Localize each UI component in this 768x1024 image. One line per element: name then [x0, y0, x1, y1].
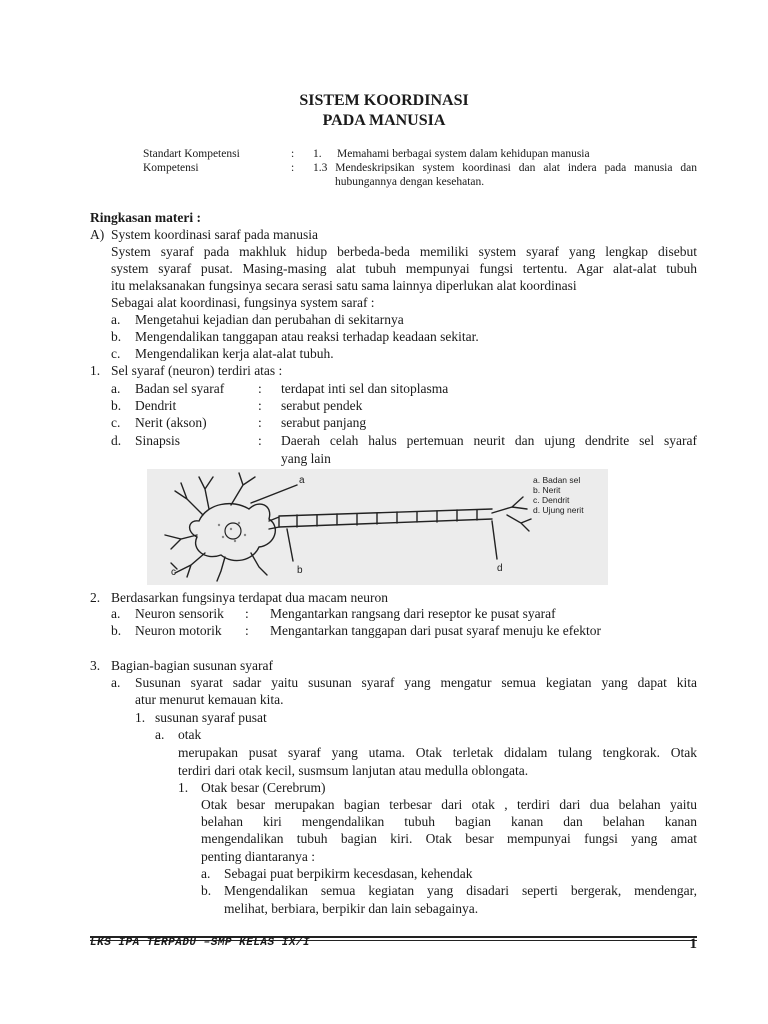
subsection-title: Otak besar (Cerebrum) — [201, 780, 326, 795]
paragraph-line: system syaraf pusat. Masing-masing alat tubuh mempunyai fungsi tertentu. Agar alat-alat tubuh — [111, 261, 697, 276]
section-1-marker: 1. — [90, 363, 101, 378]
legend-item: d. Ujung nerit — [533, 505, 584, 515]
list-marker: b. — [201, 883, 212, 898]
term-desc: terdapat inti sel dan sitoplasma — [281, 381, 449, 396]
footer-text: LKS IPA TERPADU –SMP KELAS IX/I — [90, 937, 311, 949]
paragraph-line: penting diantaranya : — [201, 849, 315, 864]
list-item: Mengetahui kejadian dan perubahan di sekitarnya — [135, 312, 404, 327]
subsection-title: susunan syaraf pusat — [155, 710, 267, 725]
list-item: Mengendalikan tanggapan atau reaksi terhadap keadaan sekitar. — [135, 329, 479, 344]
sk-text: Memahami berbagai system dalam kehidupan manusia — [337, 148, 590, 160]
page-subtitle: PADA MANUSIA — [322, 112, 446, 129]
section-a-marker: A) — [90, 227, 105, 242]
list-marker: b. — [111, 623, 122, 638]
summary-heading: Ringkasan materi : — [90, 210, 201, 225]
term-desc: serabut panjang — [281, 415, 367, 430]
list-marker: 1. — [178, 780, 189, 795]
list-marker: a. — [155, 727, 165, 742]
list-marker: c. — [111, 346, 121, 361]
paragraph-line: belahan kiri mengendalikan tubuh bagian kanan dan belahan kanan — [201, 814, 697, 829]
kd-label: Kompetensi — [143, 162, 199, 174]
legend-item: c. Dendrit — [533, 495, 570, 505]
subsection-title: otak — [178, 727, 202, 742]
list-item-cont: melihat, berbiara, berpikir dan lain sebagainya. — [224, 901, 479, 916]
paragraph-line: Susunan syarat sadar yaitu susunan syaraf yang mengatur semua kegiatan yang dapat kita — [135, 675, 697, 690]
section-a-title: System koordinasi saraf pada manusia — [111, 227, 318, 242]
section-3-title: Bagian-bagian susunan syaraf — [111, 658, 273, 673]
paragraph-line: terdiri dari otak kecil, susmsum lanjutan atau medulla oblongata. — [178, 763, 529, 778]
kd-text-cont: hubungannya dengan kesehatan. — [335, 176, 485, 188]
section-2-marker: 2. — [90, 590, 101, 605]
term-desc: serabut pendek — [281, 398, 363, 413]
term: Sinapsis — [135, 433, 181, 448]
figure-label-b: b — [297, 565, 303, 576]
legend-item: b. Nerit — [533, 485, 561, 495]
paragraph-line: Otak besar merupakan bagian terbesar dari otak , terdiri dari dua belahan yaitu — [201, 797, 697, 812]
list-marker: a. — [111, 675, 121, 690]
kd-colon: : — [291, 162, 295, 174]
sk-colon: : — [291, 148, 295, 160]
term-colon: : — [258, 415, 262, 430]
term: Neuron sensorik — [135, 606, 224, 621]
list-item: Mengendalikan semua kegiatan yang disadari seperti bergerak, mendengar, — [224, 883, 697, 898]
neuron-figure — [147, 469, 608, 585]
page-number: 1 — [689, 936, 697, 952]
paragraph-line: mengendalikan tubuh bagian kiri. Otak besar mempunyai fungsi yang amat — [201, 831, 697, 846]
paragraph-line: Sebagai alat koordinasi, fungsinya system saraf : — [111, 295, 375, 310]
list-marker: a. — [111, 606, 121, 621]
term: Badan sel syaraf — [135, 381, 225, 396]
term: Dendrit — [135, 398, 177, 413]
paragraph-line: atur menurut kemauan kita. — [135, 692, 284, 707]
term-desc: Daerah celah halus pertemuan neurit dan ujung dendrite sel syaraf — [281, 433, 697, 448]
term-colon: : — [245, 606, 249, 621]
list-item: Mengendalikan kerja alat-alat tubuh. — [135, 346, 334, 361]
term-colon: : — [245, 623, 249, 638]
section-3-marker: 3. — [90, 658, 101, 673]
list-marker: a. — [201, 866, 211, 881]
list-marker: b. — [111, 329, 122, 344]
figure-label-a: a — [299, 475, 305, 486]
section-2-title: Berdasarkan fungsinya terdapat dua macam neuron — [111, 590, 389, 605]
list-item: Sebagai puat berpikirm kecesdasan, kehendak — [224, 866, 473, 881]
term-colon: : — [258, 433, 262, 448]
list-marker: 1. — [135, 710, 146, 725]
term-desc-cont: yang lain — [281, 451, 331, 466]
paragraph-line: itu melaksanakan fungsinya secara serasi satu sama lainnya diperlukan alat koordinasi — [111, 278, 577, 293]
paragraph-line: System syaraf pada makhluk hidup berbeda-beda memiliki system syaraf yang lengkap disebut — [111, 244, 697, 259]
list-marker: c. — [111, 415, 121, 430]
kd-text: 1.3 Mendeskripsikan system koordinasi dan alat indera pada manusia dan — [313, 162, 697, 174]
list-marker: a. — [111, 381, 121, 396]
neuron-diagram — [147, 469, 608, 585]
list-marker: a. — [111, 312, 121, 327]
list-marker: b. — [111, 398, 122, 413]
term: Neuron motorik — [135, 623, 222, 638]
term: Nerit (akson) — [135, 415, 207, 430]
legend-item: a. Badan sel — [533, 475, 581, 485]
sk-label: Standart Kompetensi — [143, 148, 240, 160]
paragraph-line: merupakan pusat syaraf yang utama. Otak terletak didalam tulang tengkorak. Otak — [178, 745, 697, 760]
section-1-title: Sel syaraf (neuron) terdiri atas : — [111, 363, 283, 378]
list-marker: d. — [111, 433, 122, 448]
figure-label-d: d — [497, 563, 503, 574]
figure-label-c: c — [171, 567, 176, 578]
term-desc: Mengantarkan tanggapan dari pusat syaraf menuju ke efektor — [270, 623, 601, 638]
sk-number: 1. — [313, 148, 322, 160]
term-colon: : — [258, 398, 262, 413]
term-colon: : — [258, 381, 262, 396]
term-desc: Mengantarkan rangsang dari reseptor ke pusat syaraf — [270, 606, 556, 621]
page-title: SISTEM KOORDINASI — [299, 92, 469, 109]
